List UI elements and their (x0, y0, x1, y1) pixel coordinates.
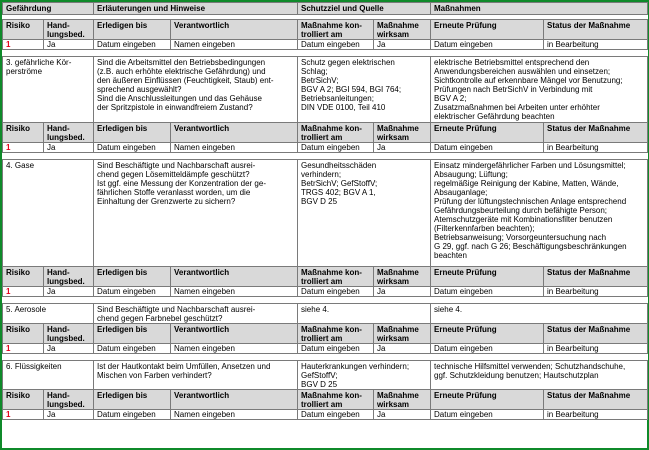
sub-header-wirksam: Maßnahme wirksam (374, 267, 431, 287)
kontrolliert-value[interactable]: Datum eingeben (298, 143, 374, 153)
header-gefaehrdung: Gefährdung (3, 3, 94, 15)
hazard-protection-goal: Hauterkrankungen verhindern; GefStoffV; BGV D 25 (298, 361, 431, 390)
sub-header-verantwortlich: Verantwortlich (171, 324, 298, 344)
risk-assessment-table (2, 2, 648, 420)
status-value[interactable]: in Bearbeitung (544, 143, 648, 153)
hazard-name: 6. Flüssigkeiten (3, 361, 94, 390)
sub-header-handlungsbed: Hand- lungsbed. (44, 390, 94, 410)
erneute-pruefung-value[interactable]: Datum eingeben (431, 344, 544, 354)
verantwortlich-value[interactable]: Namen eingeben (171, 410, 298, 420)
erneute-pruefung-value[interactable]: Datum eingeben (431, 287, 544, 297)
sub-header-kontrolliert: Maßnahme kon- trolliert am (298, 123, 374, 143)
sub-header-risiko: Risiko (3, 20, 44, 40)
hazard-explanation: Sind die Arbeitsmittel den Betriebsbedingungen (z.B. auch erhöhte elektrische Gefährdung) und den äußeren Einflüssen (Feuchtigkeit, Staub) ent- sprechend ausgewählt? Sind die Anschlussleitungen und das Gehäuse der Spritzpistole in einwandfreiem Zustand? (94, 57, 298, 123)
wirksam-value[interactable]: Ja (374, 344, 431, 354)
sub-header-verantwortlich: Verantwortlich (171, 267, 298, 287)
sub-header-verantwortlich: Verantwortlich (171, 390, 298, 410)
sub-header-handlungsbed: Hand- lungsbed. (44, 267, 94, 287)
sub-header-risiko: Risiko (3, 267, 44, 287)
hazard-measures: technische Hilfsmittel verwenden; Schutzhandschuhe, ggf. Schutzkleidung benutzen; Hautschutzplan (431, 361, 648, 390)
erledigen-bis-value[interactable]: Datum eingeben (94, 40, 171, 50)
hazard-protection-goal: siehe 4. (298, 304, 431, 324)
sub-header-status: Status der Maßnahme (544, 390, 648, 410)
value-row (3, 287, 648, 297)
risk-value[interactable]: 1 (3, 344, 44, 354)
hazard-measures: siehe 4. (431, 304, 648, 324)
sub-header-risiko: Risiko (3, 324, 44, 344)
header-schutzziel: Schutzziel und Quelle (298, 3, 431, 15)
sub-header-kontrolliert: Maßnahme kon- trolliert am (298, 267, 374, 287)
risk-value[interactable]: 1 (3, 410, 44, 420)
status-value[interactable]: in Bearbeitung (544, 410, 648, 420)
hazard-row (3, 160, 648, 267)
sub-header-erneute-pruefung: Erneute Prüfung (431, 390, 544, 410)
sub-header-kontrolliert: Maßnahme kon- trolliert am (298, 20, 374, 40)
hazard-row (3, 361, 648, 390)
hazard-measures: Einsatz mindergefährlicher Farben und Lösungsmittel; Absaugung; Lüftung; regelmäßige Reinigung der Kabine, Matten, Wände, Absauganlage; Prüfung der lüftungstechnischen Anlage entsprechend Gefährdungsbeurteilung durch befähigte Person; Atemschutzgeräte mit Kombinationsfilter benutzen (Filterkennfarben beachten); Betriebsanweisung; Vorsorgeuntersuchung nach G 29, ggf. nach G 26; Beschäftigungsbeschränkungen beachten (431, 160, 648, 267)
verantwortlich-value[interactable]: Namen eingeben (171, 287, 298, 297)
verantwortlich-value[interactable]: Namen eingeben (171, 344, 298, 354)
erledigen-bis-value[interactable]: Datum eingeben (94, 344, 171, 354)
sub-header-row (3, 20, 648, 40)
kontrolliert-value[interactable]: Datum eingeben (298, 287, 374, 297)
handlungsbed-value[interactable]: Ja (44, 344, 94, 354)
status-value[interactable]: in Bearbeitung (544, 40, 648, 50)
wirksam-value[interactable]: Ja (374, 410, 431, 420)
erneute-pruefung-value[interactable]: Datum eingeben (431, 143, 544, 153)
sub-header-status: Status der Maßnahme (544, 267, 648, 287)
handlungsbed-value[interactable]: Ja (44, 143, 94, 153)
main-header-row (3, 3, 648, 15)
sub-header-handlungsbed: Hand- lungsbed. (44, 324, 94, 344)
handlungsbed-value[interactable]: Ja (44, 40, 94, 50)
sub-header-erledigen-bis: Erledigen bis (94, 267, 171, 287)
sub-header-erneute-pruefung: Erneute Prüfung (431, 267, 544, 287)
sub-header-row (3, 267, 648, 287)
hazard-name: 3. gefährliche Kör- perströme (3, 57, 94, 123)
hazard-name: 4. Gase (3, 160, 94, 267)
kontrolliert-value[interactable]: Datum eingeben (298, 344, 374, 354)
wirksam-value[interactable]: Ja (374, 143, 431, 153)
sub-header-row (3, 123, 648, 143)
risk-value[interactable]: 1 (3, 287, 44, 297)
verantwortlich-value[interactable]: Namen eingeben (171, 40, 298, 50)
sub-header-erledigen-bis: Erledigen bis (94, 123, 171, 143)
sub-header-handlungsbed: Hand- lungsbed. (44, 123, 94, 143)
sub-header-status: Status der Maßnahme (544, 20, 648, 40)
sub-header-wirksam: Maßnahme wirksam (374, 20, 431, 40)
kontrolliert-value[interactable]: Datum eingeben (298, 410, 374, 420)
hazard-protection-goal: Schutz gegen elektrischen Schlag; BetrSichV; BGV A 2; BGI 594, BGI 764; Betriebsanleitungen; DIN VDE 0100, Teil 410 (298, 57, 431, 123)
handlungsbed-value[interactable]: Ja (44, 287, 94, 297)
sub-header-erneute-pruefung: Erneute Prüfung (431, 123, 544, 143)
sub-header-verantwortlich: Verantwortlich (171, 20, 298, 40)
erneute-pruefung-value[interactable]: Datum eingeben (431, 410, 544, 420)
value-row (3, 410, 648, 420)
handlungsbed-value[interactable]: Ja (44, 410, 94, 420)
hazard-measures: elektrische Betriebsmittel entsprechend den Anwendungsbereichen auswählen und einsetzen; Sichtkontrolle auf erkennbare Mängel vor Benutzung; Prüfungen nach BetrSichV in Verbindung mit BGV A 2; Zusatzmaßnahmen bei Arbeiten unter erhöhter elektrischer Gefährdung beachten (431, 57, 648, 123)
erneute-pruefung-value[interactable]: Datum eingeben (431, 40, 544, 50)
value-row (3, 40, 648, 50)
sub-header-kontrolliert: Maßnahme kon- trolliert am (298, 390, 374, 410)
hazard-row (3, 304, 648, 324)
sub-header-wirksam: Maßnahme wirksam (374, 390, 431, 410)
hazard-explanation: Sind Beschäftigte und Nachbarschaft ausrei- chend gegen Lösemitteldämpfe geschützt? Ist ggf. eine Messung der Konzentration der ge- fährlichen Stoffe veranlasst worden, um die Einhaltung der Grenzwerte zu sichern? (94, 160, 298, 267)
risk-value[interactable]: 1 (3, 143, 44, 153)
status-value[interactable]: in Bearbeitung (544, 344, 648, 354)
sub-header-handlungsbed: Hand- lungsbed. (44, 20, 94, 40)
erledigen-bis-value[interactable]: Datum eingeben (94, 143, 171, 153)
hazard-row (3, 57, 648, 123)
risk-value[interactable]: 1 (3, 40, 44, 50)
wirksam-value[interactable]: Ja (374, 40, 431, 50)
sub-header-wirksam: Maßnahme wirksam (374, 123, 431, 143)
header-erlaeuterungen: Erläuterungen und Hinweise (94, 3, 298, 15)
hazard-protection-goal: Gesundheitsschäden verhindern; BetrSichV; GefStoffV; TRGS 402; BGV A 1, BGV D 25 (298, 160, 431, 267)
value-row (3, 344, 648, 354)
hazard-explanation: Ist der Hautkontakt beim Umfüllen, Ansetzen und Mischen von Farben verhindert? (94, 361, 298, 390)
hazard-explanation: Sind Beschäftigte und Nachbarschaft ausrei- chend gegen Farbnebel geschützt? (94, 304, 298, 324)
sub-header-erledigen-bis: Erledigen bis (94, 324, 171, 344)
hazard-name: 5. Aerosole (3, 304, 94, 324)
sub-header-verantwortlich: Verantwortlich (171, 123, 298, 143)
value-row (3, 143, 648, 153)
status-value[interactable]: in Bearbeitung (544, 287, 648, 297)
sub-header-risiko: Risiko (3, 123, 44, 143)
sub-header-erneute-pruefung: Erneute Prüfung (431, 20, 544, 40)
erledigen-bis-value[interactable]: Datum eingeben (94, 410, 171, 420)
sub-header-status: Status der Maßnahme (544, 123, 648, 143)
sub-header-wirksam: Maßnahme wirksam (374, 324, 431, 344)
sub-header-risiko: Risiko (3, 390, 44, 410)
kontrolliert-value[interactable]: Datum eingeben (298, 40, 374, 50)
sub-header-row (3, 324, 648, 344)
wirksam-value[interactable]: Ja (374, 287, 431, 297)
header-massnahmen: Maßnahmen (431, 3, 648, 15)
erledigen-bis-value[interactable]: Datum eingeben (94, 287, 171, 297)
sub-header-status: Status der Maßnahme (544, 324, 648, 344)
sub-header-erledigen-bis: Erledigen bis (94, 20, 171, 40)
sub-header-erneute-pruefung: Erneute Prüfung (431, 324, 544, 344)
sub-header-kontrolliert: Maßnahme kon- trolliert am (298, 324, 374, 344)
sub-header-erledigen-bis: Erledigen bis (94, 390, 171, 410)
verantwortlich-value[interactable]: Namen eingeben (171, 143, 298, 153)
sub-header-row (3, 390, 648, 410)
